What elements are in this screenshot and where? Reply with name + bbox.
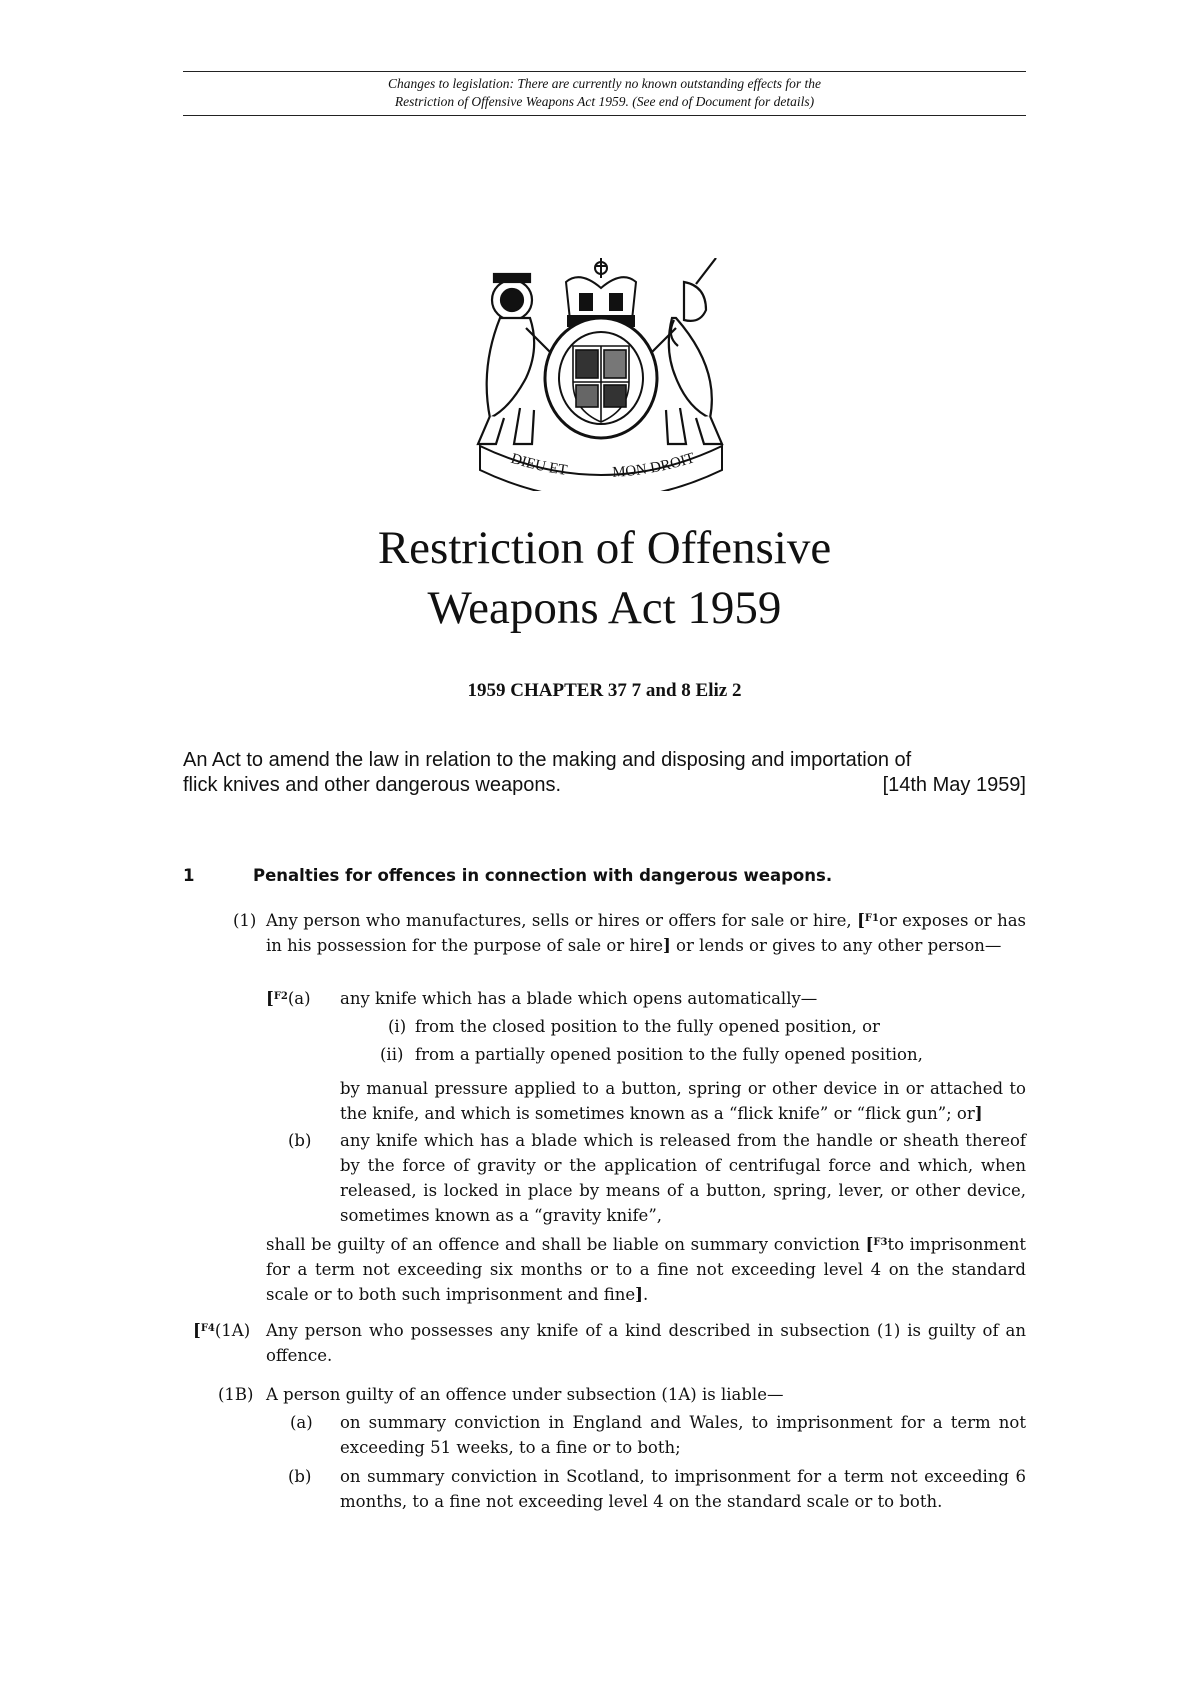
banner-line-1: Changes to legislation: There are currently no known outstanding effects for the [387,76,822,91]
para-b-label: (b) [288,1131,312,1150]
para-a-text: any knife which has a blade which opens automatically— [340,989,818,1008]
para-1b-b-label: (b) [288,1467,312,1486]
assent-date: [14th May 1959] [882,774,1026,796]
banner-line-2: Restriction of Offensive Weapons Act 1959. (See end of Document for details) [394,94,815,109]
act-title [183,518,1026,638]
para-1b-a-label: (a) [290,1413,313,1432]
motto-left-text: DIEU ET [508,450,569,479]
chapter-line: 1959 CHAPTER 37 7 and 8 Eliz 2 [467,680,742,701]
para-b-text: any knife which has a blade which is released from the handle or sheath thereof by the force of gravity or the application of centrifugal force and which, when released, is locked in place by means of a button, spring, lever, or other device, sometimes known as a “gravity knife”, [340,1131,1026,1225]
sub-ii-text: from a partially opened position to the fully opened position, [415,1045,923,1064]
act-title-line-2: Weapons Act 1959 [427,582,782,634]
amendment-f2-link[interactable]: F2 [273,991,288,1002]
subsection-1b-label: (1B) [218,1385,254,1404]
sub-i-label: (i) [388,1017,407,1036]
sub-i-text: from the closed position to the fully opened position, or [415,1017,880,1036]
para-1b-b-text: on summary conviction in Scotland, to imprisonment for a term not exceeding 6 months, to a fine not exceeding level 4 on the standard scale or to both. [340,1467,1026,1511]
sub-ii-label: (ii) [380,1045,404,1064]
royal-coat-of-arms-icon [470,258,732,491]
para-a-tail: by manual pressure applied to a button, spring or other device in or attached to the knife, and which is sometimes known as a “flick knife” or “flick gun”; or] [340,1079,1026,1123]
amendment-f1-link[interactable]: F1 [864,913,879,924]
motto-right-text: MON DROIT [611,450,697,481]
section-number: 1 [183,866,195,885]
para-1b-a-text: on summary conviction in England and Wales, to imprisonment for a term not exceeding 51 weeks, to a fine or to both; [340,1413,1026,1457]
act-title-line-1: Restriction of Offensive [377,522,832,574]
changes-banner [183,71,1026,116]
subsection-1-text: Any person who manufactures, sells or hires or offers for sale or hire, [$^{F1}$or exposes or has in his possession for the purpose of sale or hire] or lends or gives to any other person— [266,911,1026,955]
subsection-1-closing: shall be guilty of an offence and shall be liable on summary conviction [$^{F3}$to imprisonment for a term not exceeding six months or to a fine not exceeding level 4 on the standard scale or to both such imprisonment and fine]. [266,1235,1027,1304]
long-title-line-1: An Act to amend the law in relation to the making and disposing and importation of [183,749,912,771]
long-title [183,748,1026,798]
amendment-f3-link[interactable]: F3 [873,1237,888,1248]
long-title-line-2: flick knives and other dangerous weapons. [183,774,562,796]
subsection-1b-text: A person guilty of an offence under subsection (1A) is liable— [266,1385,784,1404]
amendment-f4-link[interactable]: F4 [200,1323,215,1334]
subsection-1-label: (1) [233,911,257,930]
subsection-1a-text: Any person who possesses any knife of a kind described in subsection (1) is guilty of an offence. [266,1321,1026,1365]
subsection-1a-label: (1A) [214,1321,251,1340]
para-a-label: (a) [287,989,311,1008]
section-title: Penalties for offences in connection with dangerous weapons. [253,866,833,885]
